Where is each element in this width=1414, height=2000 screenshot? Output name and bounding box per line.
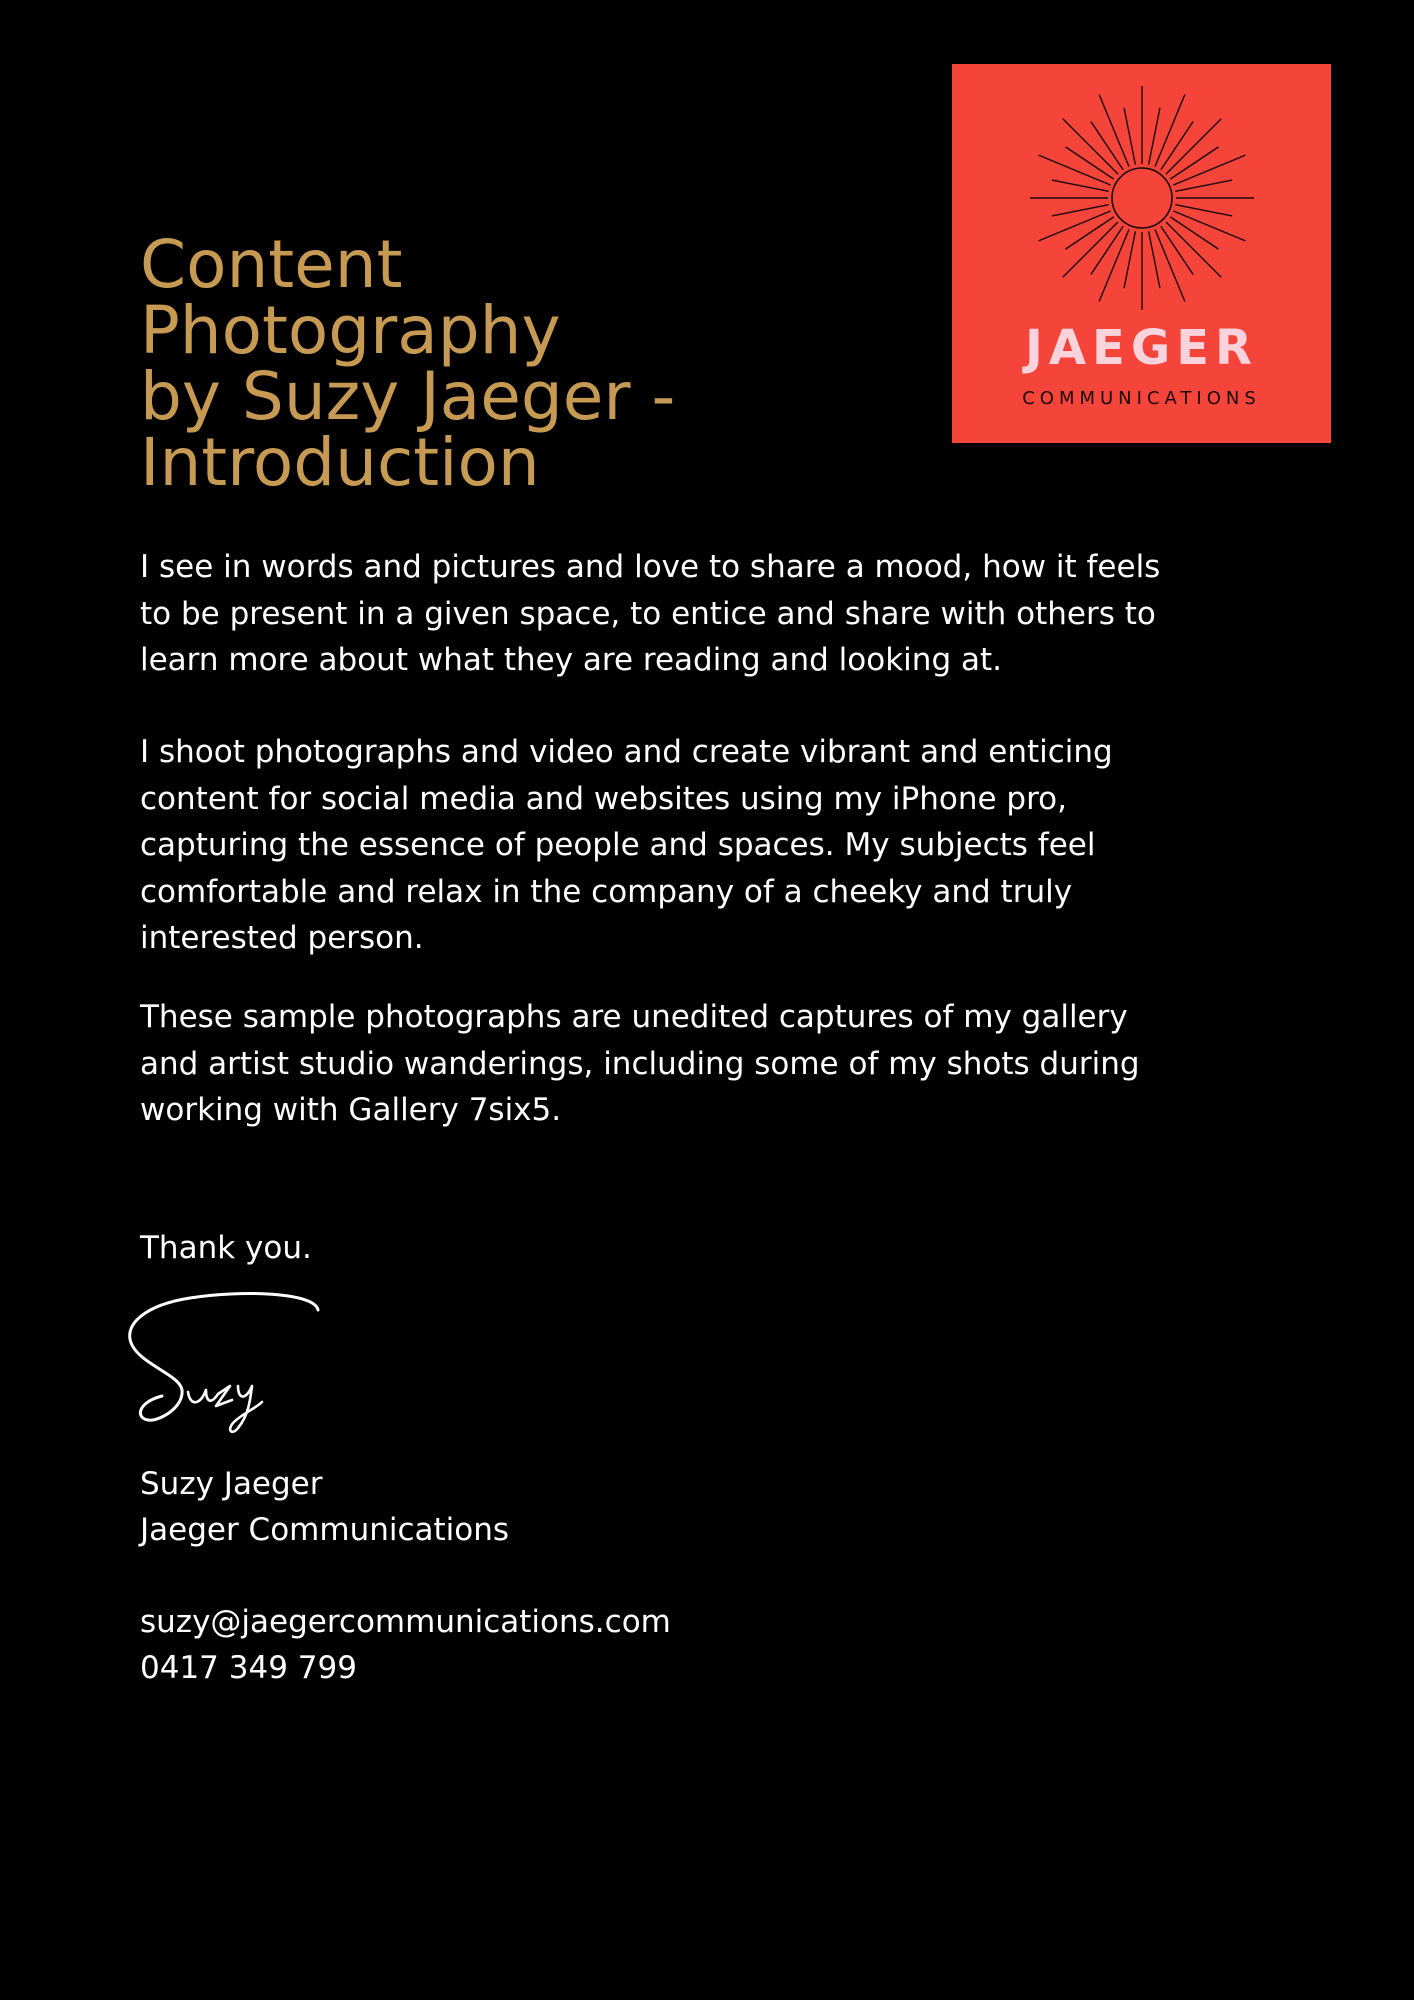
sun-ray bbox=[1063, 222, 1118, 277]
paragraph-line: learn more about what they are reading and looking at. bbox=[140, 642, 1002, 678]
services-paragraph bbox=[140, 729, 1240, 962]
closing-text bbox=[140, 1225, 1240, 1272]
sun-ray bbox=[1052, 205, 1109, 216]
paragraph-line: capturing the essence of people and spaces. My subjects feel bbox=[140, 827, 1096, 863]
contact-name: Suzy Jaeger bbox=[140, 1466, 323, 1502]
sun-ray bbox=[1166, 222, 1221, 277]
title-line: by Suzy Jaeger - bbox=[140, 358, 676, 435]
sun-ray bbox=[1124, 108, 1135, 165]
sun-ray bbox=[1149, 231, 1160, 288]
paragraph-line: I see in words and pictures and love to share a mood, how it feels bbox=[140, 549, 1161, 585]
paragraph-line: interested person. bbox=[140, 920, 424, 956]
sun-ray bbox=[1175, 180, 1232, 191]
sun-ray bbox=[1063, 119, 1118, 174]
sun-ray bbox=[1166, 119, 1221, 174]
logo-brand-text: JAEGER bbox=[1025, 320, 1258, 376]
paragraph-line: These sample photographs are unedited captures of my gallery bbox=[140, 999, 1128, 1035]
paragraph-line: I shoot photographs and video and create vibrant and enticing bbox=[140, 734, 1113, 770]
intro-paragraph bbox=[140, 544, 1240, 684]
title-line: Photography bbox=[140, 292, 561, 369]
page-title bbox=[140, 226, 900, 501]
paragraph-line: content for social media and websites using my iPhone pro, bbox=[140, 780, 1067, 817]
paragraph-line: comfortable and relax in the company of a cheeky and truly bbox=[140, 873, 1073, 910]
contact-phone[interactable]: 0417 349 799 bbox=[140, 1650, 357, 1686]
sun-ray bbox=[1175, 205, 1232, 216]
contact-company: Jaeger Communications bbox=[140, 1512, 510, 1548]
handwritten-signature bbox=[120, 1290, 330, 1440]
title-line: Content bbox=[140, 226, 403, 303]
closing-line: Thank you. bbox=[140, 1230, 312, 1266]
sun-ray bbox=[1052, 180, 1109, 191]
sunburst-icon bbox=[1022, 78, 1262, 318]
sun-ray bbox=[1149, 108, 1160, 165]
paragraph-line: to be present in a given space, to entice and share with others to bbox=[140, 595, 1156, 632]
sun-ray bbox=[1124, 231, 1135, 288]
paragraph-line: and artist studio wanderings, including some of my shots during bbox=[140, 1045, 1140, 1082]
paragraph-line: working with Gallery 7six5. bbox=[140, 1092, 562, 1128]
company-logo bbox=[952, 64, 1331, 443]
contact-email[interactable]: suzy@jaegercommunications.com bbox=[140, 1604, 671, 1640]
title-line: Introduction bbox=[140, 424, 540, 501]
logo-subtitle-text: COMMUNICATIONS bbox=[1022, 388, 1261, 409]
samples-paragraph bbox=[140, 994, 1240, 1134]
